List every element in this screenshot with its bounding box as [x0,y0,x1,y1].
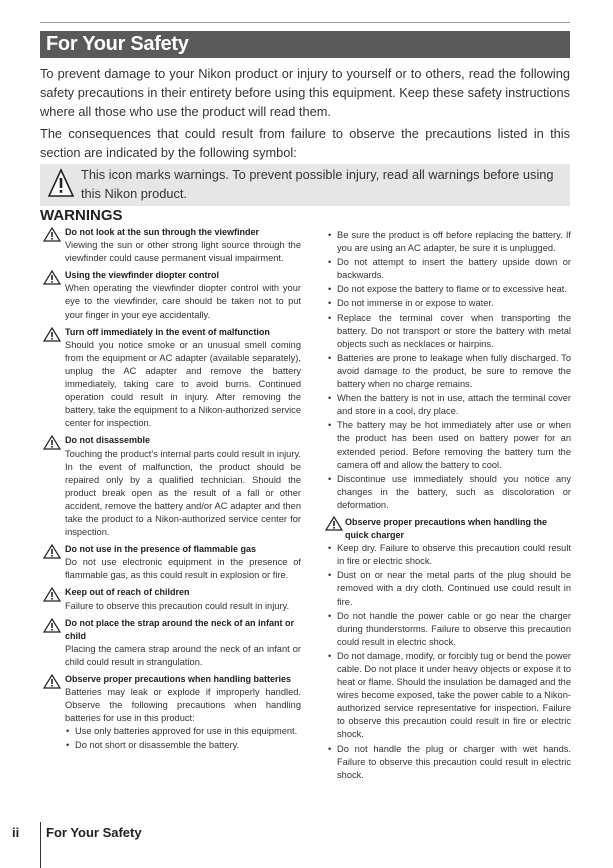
warning-title: Do not disassemble [65,435,151,446]
list-item: • Do not handle the power cable or go near the charger during thunderstorms. Failure to observe this precaution could result in electric shock. [325,610,571,649]
warning-icon [43,674,61,689]
warning-title: Do not look at the sun through the viewfinder [65,227,259,237]
warning-title: Keep out of reach of children [65,587,190,598]
top-rule [40,22,570,23]
footer-title: For Your Safety [46,825,142,840]
list-item: • Be sure the product is off before replacing the battery. If you are using an AC adapter, be sure it is unplugged. [325,229,571,255]
section-banner [40,31,570,58]
section-title: For Your Safety [46,33,189,55]
warning-item [43,326,301,431]
warning-item [43,543,301,582]
warning-item [43,617,301,669]
list-item: • Batteries are prone to leakage when fully discharged. To avoid damage to the product, be sure to remove the battery when no charge remains. [325,352,571,391]
list-item: • Do not damage, modify, or forcibly tug or bend the power cable. Do not place it under heavy objects or expose it to heat or flame. Should the insulation be damaged and the wires become exposed, take the power cable to a Nikon-authorized service representative for inspection. Failure to observe this precaution could result in fire or electric shock. [325,650,571,742]
warning-item [43,226,301,265]
warning-icon [43,618,61,633]
warning-title: Observe proper precautions when handling batteries [65,674,292,684]
warning-text: Do not use electronic equipment in the presence of flammable gas, as this could result in explosion or fire. [65,557,301,581]
battery-precautions-list-continued [325,229,571,512]
warning-icon [43,587,61,602]
warning-title: Do not place the strap around the neck of an infant or child [65,617,295,641]
warnings-left-column [43,226,301,757]
warning-icon [43,227,61,242]
charger-precautions-list [325,542,571,782]
warning-text: Batteries may leak or explode if improperly handled. Observe the following precautions when handling batteries for use in this product: [65,687,301,724]
warning-icon [48,168,74,198]
intro-paragraph-2: The consequences that could result from failure to observe the precautions listed in this section are indicated by the following symbol: [40,126,570,160]
warning-text: Touching the product’s internal parts could result in injury. In the event of malfunction, the product should be repaired only by a qualified technician. Should the product break open as the result of a fall or other accident, remove the battery and/or AC adapter and then take the product to a Nikon-authorized service center for inspection. [65,448,301,538]
warning-title: Do not use in the presence of flammable gas [65,544,257,555]
warning-item [43,434,301,539]
list-item: • Replace the terminal cover when transporting the battery. Do not transport or store the battery with metal objects such as necklaces or hairpins. [325,312,571,351]
page-number: ii [12,825,20,840]
warnings-right-column [325,229,571,783]
warning-item [43,269,301,321]
warning-text: When operating the viewfinder diopter control with your eye to the viewfinder, care should be taken not to put your finger in your eye accidentally. [65,283,301,320]
warning-title: Using the viewfinder diopter control [65,270,220,281]
warning-text: Should you notice smoke or an unusual smell coming from the equipment or AC adapter (available separately), unplug the AC adapter and remove the battery immediately, taking care to avoid burns. Continued operation could result in injury. After removing the battery, take the equipment to a Nikon-authorized service center for inspection. [65,339,301,429]
warning-icon [43,327,61,342]
footer-divider [40,822,41,868]
warning-text: Viewing the sun or other strong light source through the viewfinder could cause permanent visual impairment. [65,240,301,264]
intro-paragraph-1: To prevent damage to your Nikon product or injury to yourself or to others, read the following safety precautions in their entirety before using this equipment. Keep these safety instructions where all those who use the product will read them. [40,66,570,119]
battery-precautions-list [65,725,301,752]
warning-icon [325,516,343,531]
warning-note-box [40,164,570,206]
warnings-heading: WARNINGS [40,207,123,224]
list-item: • Do not attempt to insert the battery upside down or backwards. [325,256,571,282]
warning-icon [43,270,61,285]
list-item: • Do not short or disassemble the battery. [65,739,301,752]
list-item: • Keep dry. Failure to observe this precaution could result in fire or electric shock. [325,542,571,568]
list-item: • Do not expose the battery to flame or to excessive heat. [325,283,571,296]
list-item: • Do not immerse in or expose to water. [325,297,571,310]
warning-title: Turn off immediately in the event of malfunction [65,326,270,337]
warning-note-text: This icon marks warnings. To prevent possible injury, read all warnings before using this Nikon product. [81,167,554,201]
list-item: • Dust on or near the metal parts of the plug should be removed with a dry cloth. Continued use could result in fire. [325,569,571,608]
warning-text: Placing the camera strap around the neck of an infant or child could result in strangulation. [65,643,301,667]
list-item: • Use only batteries approved for use in this equipment. [65,725,301,738]
list-item: • The battery may be hot immediately after use or when the product has been used on battery power for an extended period. Before removing the battery turn the camera off and allow the battery to cool. [325,419,571,471]
list-item: • When the battery is not in use, attach the terminal cover and store in a cool, dry place. [325,392,571,418]
warning-title: Observe proper precautions when handling the quick charger [345,516,548,541]
list-item: • Discontinue use immediately should you notice any changes in the battery, such as discoloration or deformation. [325,473,571,512]
warning-icon [43,544,61,559]
warning-item [43,586,301,612]
list-item: • Do not handle the plug or charger with wet hands. Failure to observe this precaution could result in electric shock. [325,743,571,782]
warning-text: Failure to observe this precaution could result in injury. [65,600,290,611]
warning-item [43,673,301,753]
warning-icon [43,435,61,450]
charger-warning [325,516,571,542]
